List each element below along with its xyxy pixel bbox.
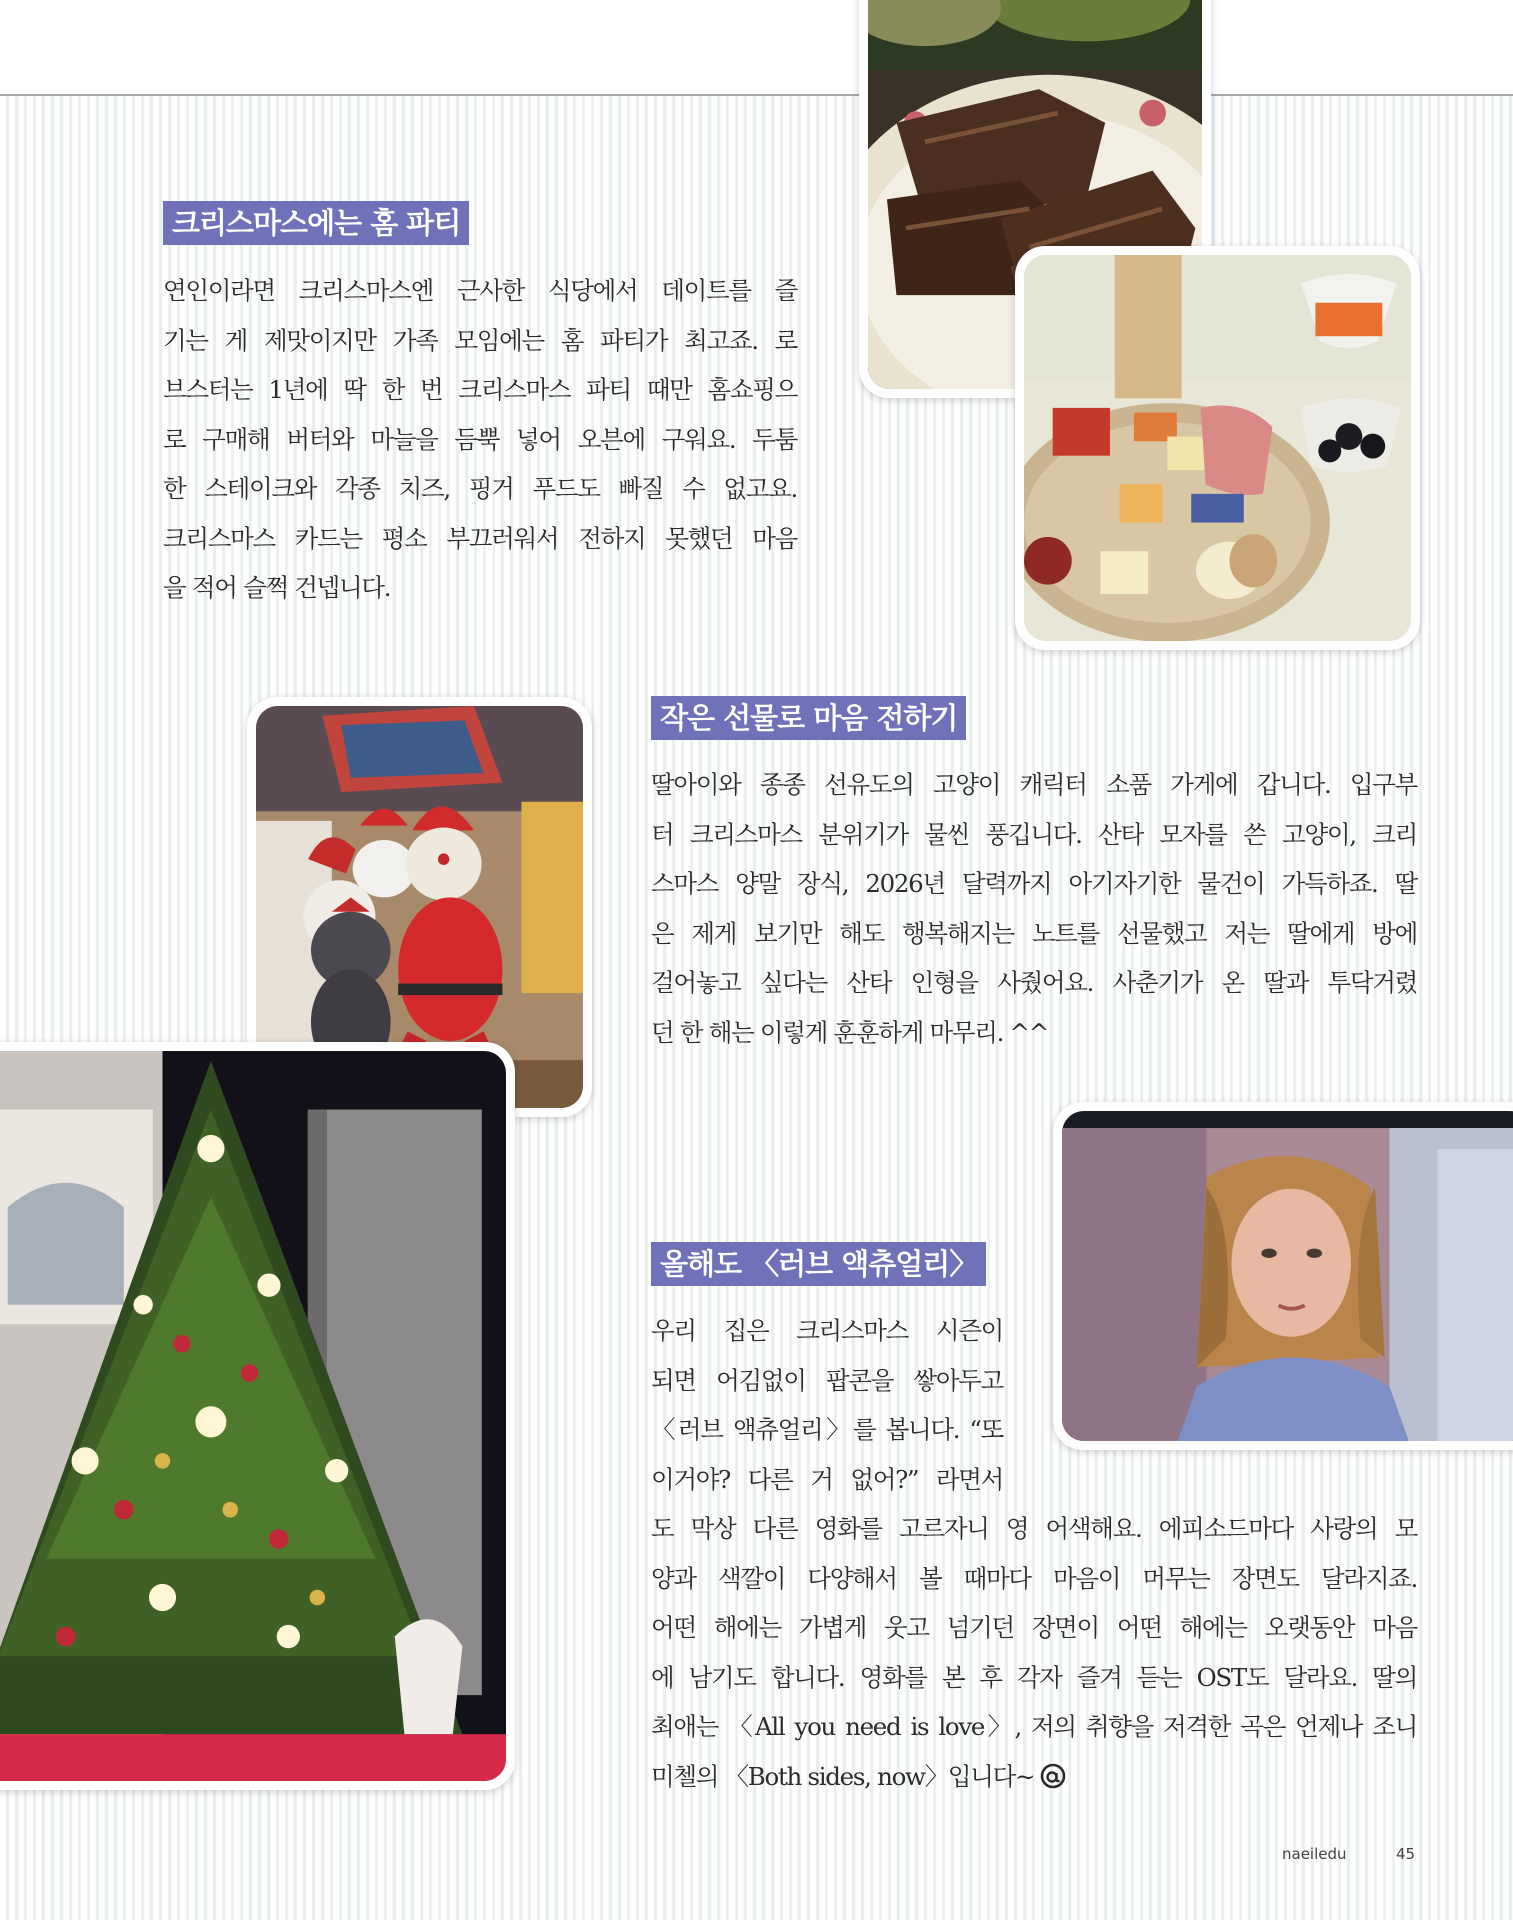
- cheese-platter-illustration: [1024, 255, 1411, 641]
- text-line: 양과 색깔이 다양해서 볼 때마다 마음이 머무는 장면도 달라지죠.: [651, 1563, 1417, 1593]
- text-line: 걸어놓고 싶다는 산타 인형을 사줬어요. 사춘기가 온 딸과 투닥거렸: [651, 968, 1417, 997]
- text-line: 던 한 해는 이렇게 훈훈하게 마무리. ^^: [651, 1017, 1049, 1047]
- text-line: 은 제게 보기만 해도 행복해지는 노트를 선물했고 저는 딸에게 방에: [651, 918, 1417, 948]
- section-body-small-gift: [651, 760, 1417, 1057]
- text-line: 이거야? 다른 거 없어?” 라면서: [651, 1464, 1003, 1494]
- text-line: 터 크리스마스 분위기가 물씬 풍깁니다. 산타 모자를 쓴 고양이, 크리: [651, 819, 1417, 849]
- text-line: 에 남기도 합니다. 영화를 본 후 각자 즐겨 듣는 OST도 달라요. 딸의: [651, 1662, 1417, 1692]
- footer-page-number: 45: [1396, 1845, 1416, 1863]
- text-line: 기는 게 제맛이지만 가족 모임에는 홈 파티가 최고죠. 로: [163, 325, 797, 355]
- text-line: 로 구매해 버터와 마늘을 듬뿍 넣어 오븐에 구워요. 두툼: [163, 424, 797, 454]
- text-line: 되면 어김없이 팝콘을 쌓아두고: [651, 1365, 1003, 1395]
- text-line: 크리스마스 카드는 평소 부끄러워서 전하지 못했던 마음: [163, 523, 797, 553]
- text-line: 브스터는 1년에 딱 한 번 크리스마스 파티 때만 홈쇼핑으: [163, 375, 797, 404]
- text-line: [651, 1752, 1417, 1802]
- section-body-home-party: [163, 266, 797, 613]
- section-heading-home-party: 크리스마스에는 홈 파티: [163, 201, 469, 245]
- photo-movie-scene: [1053, 1102, 1513, 1450]
- text-line: 스마스 양말 장식, 2026년 달력까지 아기자기한 물건이 가득하죠. 딸: [651, 869, 1417, 898]
- section-body-love-actually-short: [651, 1306, 1003, 1504]
- christmas-tree-illustration: [0, 1051, 506, 1781]
- photo-christmas-tree: [0, 1042, 515, 1790]
- text-line: 도 막상 다른 영화를 고르자니 영 어색해요. 에피소드마다 사랑의 모: [651, 1514, 1417, 1543]
- text-line-last: 미첼의 〈Both sides, now〉입니다~: [651, 1761, 1035, 1791]
- text-line: 〈러브 액츄얼리〉를 봅니다. “또: [651, 1415, 1003, 1444]
- text-line: 우리 집은 크리스마스 시즌이: [651, 1316, 1003, 1345]
- section-heading-small-gift: 작은 선물로 마음 전하기: [651, 696, 966, 740]
- top-rule: [0, 94, 1513, 96]
- text-line: 어떤 해에는 가볍게 웃고 넘기던 장면이 어떤 해에는 오랫동안 마음: [651, 1613, 1417, 1642]
- top-band: [0, 0, 1513, 94]
- text-line: 을 적어 슬쩍 건넵니다.: [163, 573, 391, 602]
- section-body-love-actually: [651, 1504, 1417, 1801]
- text-line: 딸아이와 종종 선유도의 고양이 캐릭터 소품 가게에 갑니다. 입구부: [651, 770, 1417, 799]
- text-line: 연인이라면 크리스마스엔 근사한 식당에서 데이트를 즐: [163, 276, 797, 305]
- text-line: 한 스테이크와 각종 치즈, 핑거 푸드도 빠질 수 없고요.: [163, 474, 797, 503]
- section-heading-love-actually: 올해도 〈러브 액츄얼리〉: [651, 1242, 986, 1286]
- photo-cheese-platter: [1015, 246, 1420, 650]
- magazine-logo-icon: [1040, 1763, 1066, 1789]
- footer-magazine-name: naeiledu: [1282, 1845, 1347, 1863]
- text-line: 최애는 〈All you need is love〉, 저의 취향을 저격한 곡은 언제나 조니: [651, 1712, 1417, 1741]
- movie-scene-illustration: [1062, 1111, 1513, 1441]
